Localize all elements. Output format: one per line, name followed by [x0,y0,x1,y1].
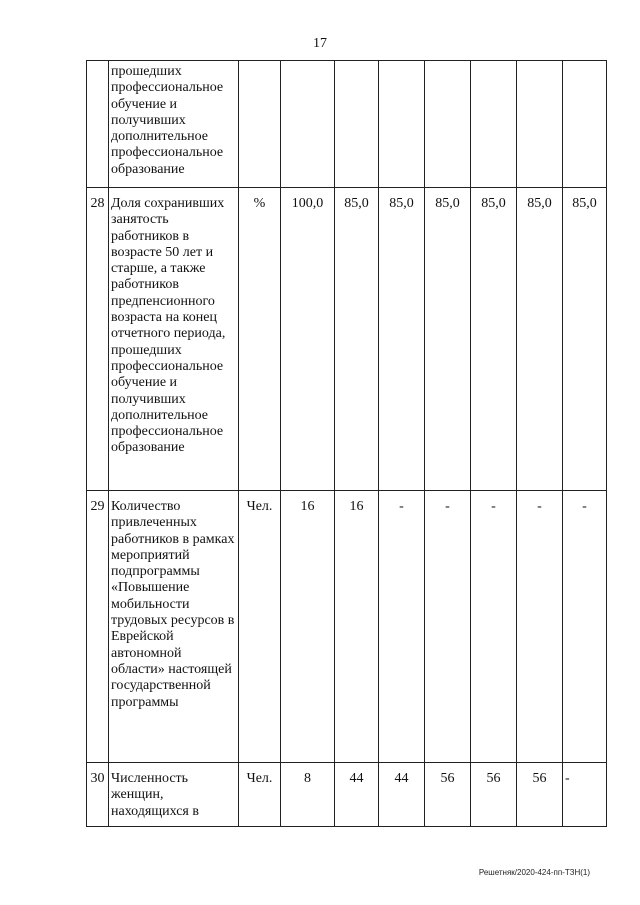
value-cell: 85,0 [425,188,471,491]
table-row [87,491,607,763]
value-cell: 44 [379,763,425,827]
value-cell: - [379,491,425,763]
value-cell: 44 [335,763,379,827]
indicator-name: Численность женщин, находящихся в [109,763,239,827]
unit-cell: % [239,188,281,491]
value-cell [517,61,563,188]
indicator-name: Доля сохранивших занятость работников в возрасте 50 лет и старше, а также работников предпенсионного возраста на конец отчетного периода, прошедших профессиональное обучение и получивших дополнительное профессиональное образование [109,188,239,491]
table-row [87,61,607,188]
value-cell [281,61,335,188]
value-cell: - [563,763,607,827]
value-cell: - [471,491,517,763]
indicator-name: прошедших профессиональное обучение и получивших дополнительное профессиональное образование [109,61,239,188]
value-cell: 16 [281,491,335,763]
value-cell: 100,0 [281,188,335,491]
value-cell [379,61,425,188]
table-row [87,188,607,491]
value-cell: 8 [281,763,335,827]
value-cell: 56 [425,763,471,827]
value-cell [471,61,517,188]
value-cell: 85,0 [517,188,563,491]
value-cell: - [563,491,607,763]
value-cell: - [425,491,471,763]
unit-cell [239,61,281,188]
table-row [87,763,607,827]
row-number [87,61,109,188]
value-cell [563,61,607,188]
value-cell [335,61,379,188]
value-cell: 85,0 [563,188,607,491]
value-cell: 85,0 [471,188,517,491]
indicators-table [86,60,607,827]
unit-cell: Чел. [239,491,281,763]
row-number: 29 [87,491,109,763]
value-cell: 85,0 [335,188,379,491]
value-cell: 56 [517,763,563,827]
value-cell: 16 [335,491,379,763]
value-cell: 85,0 [379,188,425,491]
document-code: Решетняк/2020-424-пп-ТЗН(1) [478,868,590,877]
row-number: 28 [87,188,109,491]
value-cell [425,61,471,188]
row-number: 30 [87,763,109,827]
value-cell: - [517,491,563,763]
page-number: 17 [313,36,327,51]
unit-cell: Чел. [239,763,281,827]
value-cell: 56 [471,763,517,827]
indicator-name: Количество привлеченных работников в рамках мероприятий подпрограммы «Повышение мобильности трудовых ресурсов в Еврейской автономной области» настоящей государственной программы [109,491,239,763]
